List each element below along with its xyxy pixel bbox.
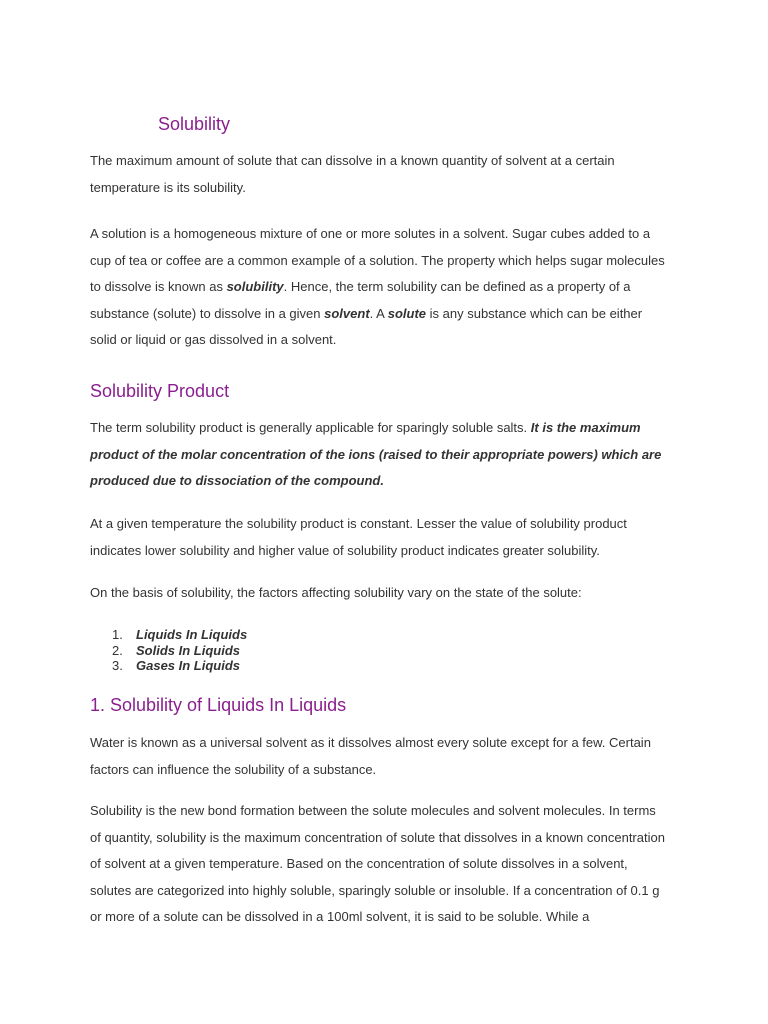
water-paragraph: [90, 730, 690, 783]
text-line: [90, 301, 690, 328]
text-line: Water is known as a universal solvent as it dissolves almost every solute except for a few. Certain: [90, 735, 651, 750]
emphasis-solubility: solubility: [226, 279, 284, 294]
list-item-text: Gases In Liquids: [136, 658, 241, 673]
text-line: of solvent at a given temperature. Based on the concentration of solute dissolves in a solvent,: [90, 856, 628, 871]
text-line: of quantity, solubility is the maximum concentration of solute that dissolves in a known concentration: [90, 829, 665, 845]
page-title: Solubility: [158, 114, 231, 134]
text-line: On the basis of solubility, the factors affecting solubility vary on the state of the solute:: [90, 585, 582, 600]
text-line: or more of a solute can be dissolved in a 100ml solvent, it is said to be soluble. While a: [90, 909, 590, 924]
list-item-text: Liquids In Liquids: [136, 627, 248, 642]
list-number: 1.: [112, 627, 123, 642]
emphasis-definition-line: produced due to dissociation of the compound.: [90, 473, 384, 488]
text-run: to dissolve is known as: [90, 279, 227, 294]
intro-paragraph: [90, 148, 690, 201]
list-number: 3.: [112, 658, 123, 673]
text-line: [90, 274, 690, 301]
basis-paragraph: [90, 580, 690, 607]
liquids-in-liquids-heading: 1. Solubility of Liquids In Liquids: [90, 695, 347, 715]
factors-list: [90, 627, 247, 674]
solution-paragraph: [90, 221, 690, 354]
text-line: factors can influence the solubility of a substance.: [90, 761, 377, 777]
list-item-text: Solids In Liquids: [136, 642, 240, 658]
text-run: is any substance which can be either: [426, 305, 643, 321]
list-item: [90, 627, 247, 643]
text-line: Solubility is the new bond formation between the solute molecules and solvent molecules. In terms: [90, 803, 656, 818]
text-run: . A: [369, 305, 388, 321]
emphasis-solute: solute: [387, 305, 427, 321]
solubility-product-heading: Solubility Product: [90, 381, 230, 401]
text-line: [90, 415, 690, 442]
list-number: 2.: [112, 642, 123, 658]
list-item: [90, 643, 247, 659]
text-line: A solution is a homogeneous mixture of one or more solutes in a solvent. Sugar cubes added to a: [90, 226, 651, 241]
emphasis-definition-line: product of the molar concentration of the ions (raised to their appropriate powers) which are: [90, 446, 662, 462]
emphasis-solvent: solvent: [324, 305, 370, 321]
text-line: At a given temperature the solubility product is constant. Lesser the value of solubility product: [90, 516, 627, 531]
text-line: solid or liquid or gas dissolved in a solvent.: [90, 332, 337, 347]
emphasis-definition: It is the maximum: [530, 420, 641, 435]
text-run: The term solubility product is generally applicable for sparingly soluble salts.: [90, 420, 531, 435]
text-line: temperature is its solubility.: [90, 179, 246, 195]
text-run: . Hence, the term solubility can be defined as a property of a: [283, 279, 631, 294]
constant-paragraph: [90, 511, 690, 564]
text-line: The maximum amount of solute that can dissolve in a known quantity of solvent at a certain: [90, 153, 615, 168]
product-paragraph: [90, 415, 690, 495]
text-line: solutes are categorized into highly soluble, sparingly soluble or insoluble. If a concentration of 0.1 g: [90, 882, 660, 898]
list-item: [90, 658, 247, 674]
text-line: indicates lower solubility and higher value of solubility product indicates greater solubility.: [90, 542, 600, 558]
bond-paragraph: [90, 798, 690, 931]
text-line: cup of tea or coffee are a common example of a solution. The property which helps sugar molecules: [90, 252, 665, 268]
text-run: substance (solute) to dissolve in a given: [90, 305, 325, 321]
